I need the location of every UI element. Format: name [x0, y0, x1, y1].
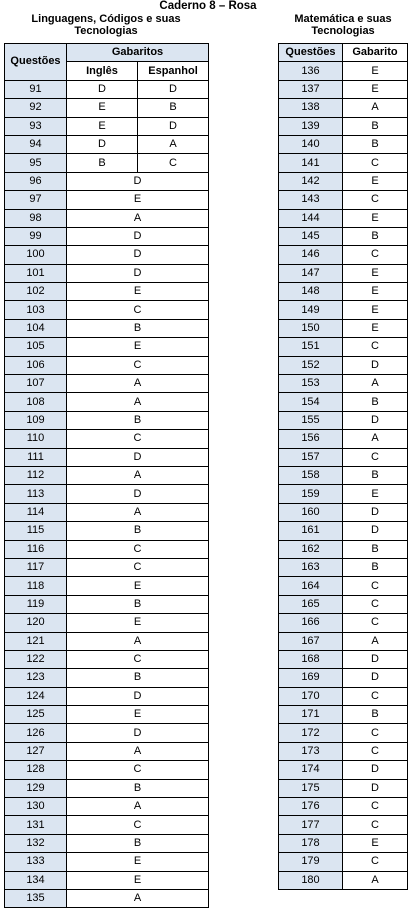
question-number: 166: [279, 614, 343, 632]
question-number: 176: [279, 798, 343, 816]
table-row: [279, 411, 408, 429]
question-number: 125: [5, 706, 67, 724]
answer: E: [67, 577, 209, 595]
question-number: 156: [279, 430, 343, 448]
table-row: [5, 448, 209, 466]
espanhol-answer: C: [138, 154, 209, 172]
table-row: [5, 595, 209, 613]
answer: A: [67, 742, 209, 760]
question-number: 153: [279, 375, 343, 393]
languages-section-heading: Linguagens, Códigos e suas Tecnologias: [31, 13, 181, 37]
table-row: [5, 540, 209, 558]
table-row: [5, 706, 209, 724]
table-row: [279, 375, 408, 393]
table-row: [5, 577, 209, 595]
question-number: 159: [279, 485, 343, 503]
ingles-answer: D: [67, 80, 138, 98]
table-row: [279, 283, 408, 301]
answer: D: [67, 485, 209, 503]
question-number: 112: [5, 466, 67, 484]
question-number: 126: [5, 724, 67, 742]
answer: E: [67, 614, 209, 632]
question-number: 151: [279, 338, 343, 356]
answer: D: [343, 522, 408, 540]
question-number: 171: [279, 706, 343, 724]
question-number: 154: [279, 393, 343, 411]
question-number: 138: [279, 99, 343, 117]
espanhol-answer: D: [138, 80, 209, 98]
questions-column-header: Questões: [5, 44, 67, 81]
question-number: 141: [279, 154, 343, 172]
question-number: 148: [279, 283, 343, 301]
table-row: [5, 301, 209, 319]
answer: C: [343, 595, 408, 613]
table-row: [5, 522, 209, 540]
question-number: 96: [5, 172, 67, 190]
answer: D: [343, 669, 408, 687]
question-number: 160: [279, 503, 343, 521]
question-number: 146: [279, 246, 343, 264]
table-row: [279, 761, 408, 779]
answer: A: [67, 466, 209, 484]
question-number: 118: [5, 577, 67, 595]
answer: D: [343, 356, 408, 374]
question-number: 127: [5, 742, 67, 760]
question-number: 95: [5, 154, 67, 172]
table-row: [5, 99, 209, 117]
question-number: 149: [279, 301, 343, 319]
answer: C: [343, 338, 408, 356]
question-number: 169: [279, 669, 343, 687]
answer: E: [67, 871, 209, 889]
espanhol-answer: B: [138, 99, 209, 117]
answer: A: [343, 99, 408, 117]
question-number: 174: [279, 761, 343, 779]
answer: D: [67, 687, 209, 705]
answer: C: [67, 761, 209, 779]
question-number: 122: [5, 650, 67, 668]
answer: D: [67, 448, 209, 466]
answer: C: [343, 816, 408, 834]
table-row: [279, 264, 408, 282]
table-row: [5, 558, 209, 576]
question-number: 119: [5, 595, 67, 613]
question-number: 117: [5, 558, 67, 576]
table-row: [5, 283, 209, 301]
table-row: [279, 614, 408, 632]
table-row: [279, 816, 408, 834]
answer: B: [343, 540, 408, 558]
answer: D: [343, 650, 408, 668]
answer: E: [343, 301, 408, 319]
question-number: 155: [279, 411, 343, 429]
table-row: [5, 889, 209, 907]
question-number: 162: [279, 540, 343, 558]
answer: B: [67, 669, 209, 687]
answer: E: [343, 62, 408, 80]
math-answer-table: [278, 43, 408, 890]
table-row: [5, 227, 209, 245]
answer: A: [67, 209, 209, 227]
table-row: [5, 853, 209, 871]
question-number: 139: [279, 117, 343, 135]
question-number: 106: [5, 356, 67, 374]
table-row: [279, 540, 408, 558]
question-number: 180: [279, 871, 343, 889]
answer: A: [343, 375, 408, 393]
answer: D: [67, 246, 209, 264]
table-row: [279, 650, 408, 668]
table-row: [279, 632, 408, 650]
table-row: [279, 430, 408, 448]
table-row: [5, 191, 209, 209]
answer: C: [343, 742, 408, 760]
answer: C: [343, 798, 408, 816]
question-number: 161: [279, 522, 343, 540]
table-row: [279, 724, 408, 742]
question-number: 144: [279, 209, 343, 227]
answer: C: [343, 724, 408, 742]
page-title: Caderno 8 – Rosa: [159, 0, 257, 12]
answer: A: [343, 871, 408, 889]
answer: B: [67, 411, 209, 429]
answer: C: [343, 687, 408, 705]
table-row: [5, 761, 209, 779]
question-number: 123: [5, 669, 67, 687]
table-row: [5, 154, 209, 172]
table-row: [279, 798, 408, 816]
table-row: [279, 172, 408, 190]
table-row: [5, 742, 209, 760]
question-number: 137: [279, 80, 343, 98]
answer: B: [343, 706, 408, 724]
answer: B: [67, 834, 209, 852]
question-number: 172: [279, 724, 343, 742]
table-row: [279, 135, 408, 153]
question-number: 152: [279, 356, 343, 374]
answer: B: [67, 319, 209, 337]
espanhol-answer: D: [138, 117, 209, 135]
table-row: [279, 154, 408, 172]
table-row: [279, 779, 408, 797]
question-number: 140: [279, 135, 343, 153]
table-row: [279, 117, 408, 135]
question-number: 111: [5, 448, 67, 466]
table-row: [279, 191, 408, 209]
table-row: [5, 430, 209, 448]
question-number: 167: [279, 632, 343, 650]
question-number: 143: [279, 191, 343, 209]
table-row: [5, 135, 209, 153]
ingles-column-header: Inglês: [67, 62, 138, 80]
table-row: [5, 246, 209, 264]
answer: E: [67, 283, 209, 301]
question-number: 173: [279, 742, 343, 760]
espanhol-column-header: Espanhol: [138, 62, 209, 80]
table-row: [5, 172, 209, 190]
answer: E: [343, 319, 408, 337]
question-number: 145: [279, 227, 343, 245]
answer: E: [67, 706, 209, 724]
table-row: [5, 724, 209, 742]
question-number: 177: [279, 816, 343, 834]
answer: A: [343, 430, 408, 448]
ingles-answer: D: [67, 135, 138, 153]
answer: B: [343, 135, 408, 153]
answer: D: [67, 264, 209, 282]
table-row: [279, 209, 408, 227]
answer: B: [343, 466, 408, 484]
answer: C: [343, 246, 408, 264]
answer: B: [67, 779, 209, 797]
table-row: [5, 816, 209, 834]
ingles-answer: E: [67, 117, 138, 135]
table-row: [279, 706, 408, 724]
table-row: [5, 117, 209, 135]
answer: A: [67, 632, 209, 650]
answer: E: [343, 209, 408, 227]
question-number: 107: [5, 375, 67, 393]
answer: A: [67, 503, 209, 521]
question-number: 108: [5, 393, 67, 411]
question-number: 104: [5, 319, 67, 337]
table-row: [279, 338, 408, 356]
table-row: [5, 338, 209, 356]
table-row: [279, 577, 408, 595]
table-row: [5, 503, 209, 521]
table-row: [279, 393, 408, 411]
question-number: 165: [279, 595, 343, 613]
table-row: [5, 375, 209, 393]
answer: C: [343, 577, 408, 595]
answer: D: [343, 761, 408, 779]
question-number: 115: [5, 522, 67, 540]
table-row: [279, 301, 408, 319]
answer: E: [343, 264, 408, 282]
answer: B: [67, 595, 209, 613]
answer: D: [67, 724, 209, 742]
question-number: 109: [5, 411, 67, 429]
question-number: 98: [5, 209, 67, 227]
question-number: 128: [5, 761, 67, 779]
question-number: 101: [5, 264, 67, 282]
answer: D: [343, 411, 408, 429]
answer: E: [343, 834, 408, 852]
answer: D: [343, 779, 408, 797]
question-number: 163: [279, 558, 343, 576]
table-row: [279, 558, 408, 576]
answer: A: [67, 375, 209, 393]
question-number: 133: [5, 853, 67, 871]
question-number: 110: [5, 430, 67, 448]
answer: C: [343, 448, 408, 466]
answer: C: [343, 154, 408, 172]
answer: C: [67, 540, 209, 558]
question-number: 105: [5, 338, 67, 356]
table-row: [5, 264, 209, 282]
question-number: 93: [5, 117, 67, 135]
espanhol-answer: A: [138, 135, 209, 153]
answer: E: [67, 853, 209, 871]
table-row: [5, 687, 209, 705]
answer: D: [67, 172, 209, 190]
question-number: 158: [279, 466, 343, 484]
answer: A: [343, 632, 408, 650]
answer: A: [67, 798, 209, 816]
question-number: 136: [279, 62, 343, 80]
question-number: 102: [5, 283, 67, 301]
table-row: [5, 80, 209, 98]
table-row: [279, 871, 408, 889]
question-number: 170: [279, 687, 343, 705]
answer: E: [343, 80, 408, 98]
question-number: 114: [5, 503, 67, 521]
answer: C: [67, 558, 209, 576]
question-number: 157: [279, 448, 343, 466]
question-number: 150: [279, 319, 343, 337]
table-row: [279, 227, 408, 245]
question-number: 121: [5, 632, 67, 650]
question-number: 94: [5, 135, 67, 153]
answer: E: [67, 338, 209, 356]
table-row: [279, 687, 408, 705]
question-number: 132: [5, 834, 67, 852]
answer: E: [343, 485, 408, 503]
answer: E: [343, 283, 408, 301]
table-row: [279, 246, 408, 264]
table-row: [279, 669, 408, 687]
question-number: 91: [5, 80, 67, 98]
answer: E: [343, 172, 408, 190]
ingles-answer: B: [67, 154, 138, 172]
question-number: 129: [5, 779, 67, 797]
table-row: [279, 99, 408, 117]
question-number: 134: [5, 871, 67, 889]
questions-column-header: Questões: [279, 44, 343, 62]
table-row: [5, 485, 209, 503]
answer: C: [343, 853, 408, 871]
table-row: [5, 614, 209, 632]
answer: C: [67, 356, 209, 374]
math-section-heading: Matemática e suas Tecnologias: [294, 13, 392, 37]
question-number: 116: [5, 540, 67, 558]
answer: C: [67, 301, 209, 319]
question-number: 175: [279, 779, 343, 797]
question-number: 142: [279, 172, 343, 190]
question-number: 178: [279, 834, 343, 852]
table-row: [279, 62, 408, 80]
table-row: [279, 522, 408, 540]
question-number: 100: [5, 246, 67, 264]
table-row: [5, 411, 209, 429]
table-row: [279, 834, 408, 852]
question-number: 113: [5, 485, 67, 503]
answer: C: [343, 191, 408, 209]
table-row: [279, 485, 408, 503]
question-number: 130: [5, 798, 67, 816]
question-number: 124: [5, 687, 67, 705]
answer: B: [343, 393, 408, 411]
table-row: [5, 319, 209, 337]
table-row: [5, 650, 209, 668]
answer: B: [343, 558, 408, 576]
table-row: [279, 466, 408, 484]
question-number: 97: [5, 191, 67, 209]
table-row: [5, 209, 209, 227]
table-row: [279, 853, 408, 871]
table-row: [5, 834, 209, 852]
question-number: 147: [279, 264, 343, 282]
table-row: [5, 779, 209, 797]
answer: A: [67, 889, 209, 907]
table-row: [279, 356, 408, 374]
table-row: [279, 80, 408, 98]
table-row: [5, 466, 209, 484]
table-row: [5, 669, 209, 687]
question-number: 168: [279, 650, 343, 668]
table-row: [279, 595, 408, 613]
answer: A: [67, 393, 209, 411]
languages-answer-table: [4, 43, 209, 908]
table-row: [5, 393, 209, 411]
question-number: 103: [5, 301, 67, 319]
table-row: [279, 448, 408, 466]
table-row: [279, 742, 408, 760]
question-number: 131: [5, 816, 67, 834]
answer: C: [67, 816, 209, 834]
table-row: [5, 356, 209, 374]
ingles-answer: E: [67, 99, 138, 117]
answer: C: [343, 614, 408, 632]
answer: B: [343, 117, 408, 135]
answer: D: [67, 227, 209, 245]
answer: B: [67, 522, 209, 540]
answer: D: [343, 503, 408, 521]
table-row: [279, 319, 408, 337]
question-number: 135: [5, 889, 67, 907]
answer: C: [67, 650, 209, 668]
table-row: [5, 798, 209, 816]
table-row: [5, 871, 209, 889]
question-number: 179: [279, 853, 343, 871]
question-number: 92: [5, 99, 67, 117]
answer: E: [67, 191, 209, 209]
table-row: [5, 632, 209, 650]
answer: C: [67, 430, 209, 448]
question-number: 99: [5, 227, 67, 245]
question-number: 120: [5, 614, 67, 632]
gabarito-column-header: Gabarito: [343, 44, 408, 62]
question-number: 164: [279, 577, 343, 595]
table-row: [279, 503, 408, 521]
answer: B: [343, 227, 408, 245]
gabaritos-column-header: Gabaritos: [67, 44, 209, 62]
